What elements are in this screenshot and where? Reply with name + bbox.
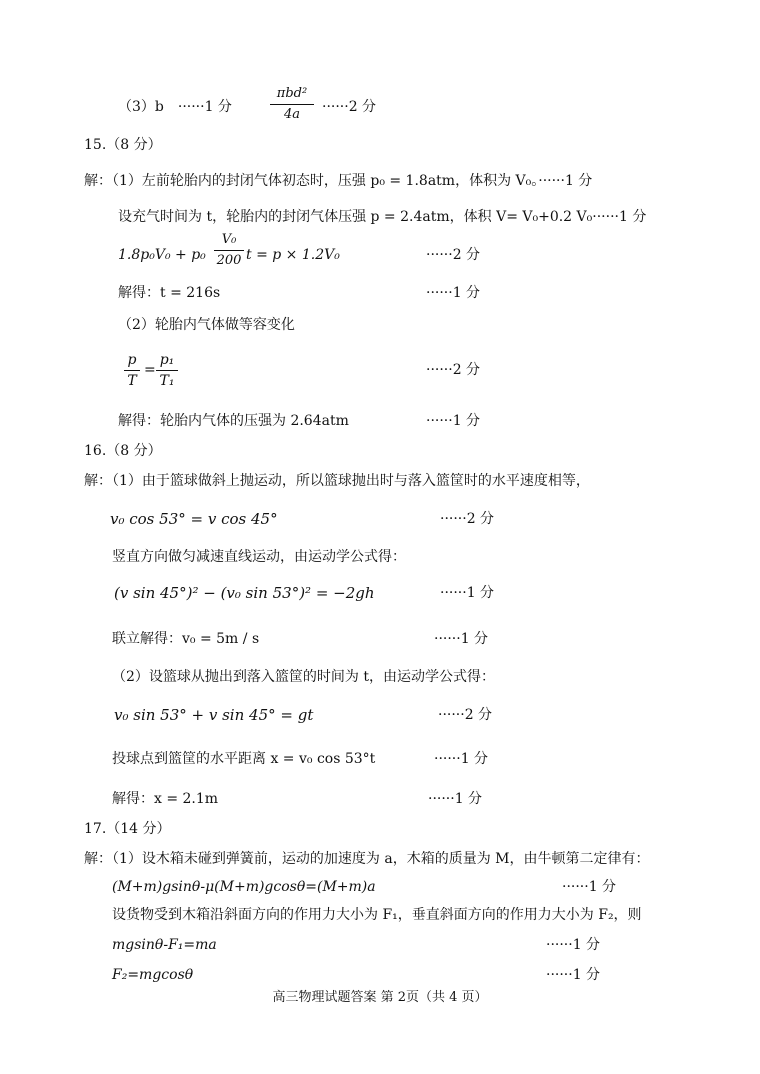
q17-line1: 解：（1）设木箱未碰到弹簧前，运动的加速度为 a，木箱的质量为 M，由牛顿第二定律有： (84, 851, 650, 867)
q15-eq1-right: t = p × 1.2V₀ (246, 247, 340, 263)
q16-line5: 投球点到篮筐的水平距离 x = v₀ cos 53°t (112, 751, 376, 767)
q16-line5-score: ······1 分 (434, 751, 489, 767)
q16-eq3: v₀ sin 53° + v sin 45° = gt (114, 706, 314, 724)
q16-eq2: (v sin 45°)² − (v₀ sin 53°)² = −2gh (114, 584, 375, 602)
q15-line3-score: ······1 分 (426, 285, 481, 301)
q15-line5: 解得：轮胎内气体的压强为 2.64atm (118, 413, 349, 429)
q16-line3-score: ······1 分 (434, 631, 489, 647)
q16-line4: （2）设篮球从抛出到落入篮筐的时间为 t，由运动学公式得： (112, 669, 495, 685)
q17-header: 17.（14 分） (84, 821, 171, 837)
page-footer: 高三物理试题答案 第 2页（共 4 页） (272, 990, 488, 1005)
q16-line2: 竖直方向做匀减速直线运动，由运动学公式得： (112, 549, 406, 565)
q15-eq1-fraction (214, 232, 244, 269)
q16-eq2-score: ······1 分 (440, 585, 495, 601)
q15-eq2-num2: p₁ (156, 352, 178, 371)
q16-line3: 联立解得：v₀ = 5m / s (112, 631, 260, 647)
q16-eq1-score: ······2 分 (440, 511, 495, 527)
q15-line4: （2）轮胎内气体做等容变化 (118, 317, 295, 333)
q15-eq1-left: 1.8p₀V₀ + p₀ (118, 247, 206, 263)
q16-line6-score: ······1 分 (428, 791, 483, 807)
q15-eq2-num1: p (124, 352, 140, 371)
q17-eq3-score: ······1 分 (546, 967, 601, 983)
part3-line: （3）b ······1 分 (118, 99, 232, 115)
q15-eq2-equals: = (144, 362, 156, 378)
q17-eq3: F₂=mgcosθ (112, 967, 194, 983)
q17-line2: 设货物受到木箱沿斜面方向的作用力大小为 F₁，垂直斜面方向的作用力大小为 F₂，则 (112, 907, 642, 923)
q15-eq1-den: 200 (216, 253, 242, 268)
q17-eq1: (M+m)gsinθ-μ(M+m)gcosθ=(M+m)a (112, 879, 376, 895)
q15-eq2-den2: T₁ (159, 373, 175, 389)
q15-eq1-score: ······2 分 (426, 247, 481, 263)
q15-header: 15.（8 分） (84, 137, 162, 153)
q15-line2: 设充气时间为 t，轮胎内的封闭气体压强 p = 2.4atm，体积 V= V₀+0.2 V₀······1 分 (118, 209, 647, 225)
part3-frac-den: 4a (283, 107, 301, 122)
q16-header: 16.（8 分） (84, 443, 162, 459)
q16-line1: 解：（1）由于篮球做斜上抛运动，所以篮球抛出时与落入篮筐时的水平速度相等， (84, 473, 590, 489)
q16-eq3-score: ······2 分 (438, 707, 493, 723)
q15-eq2-frac2 (156, 352, 178, 389)
q15-line3: 解得：t = 216s (118, 285, 221, 301)
q15-eq2-frac1 (124, 352, 140, 389)
q15-eq1-num: V₀ (214, 232, 244, 251)
q15-eq2-den1: T (127, 373, 137, 389)
q17-eq2: mgsinθ-F₁=ma (112, 937, 217, 953)
q16-eq1: v₀ cos 53° = v cos 45° (110, 510, 278, 528)
part3-fraction (270, 86, 314, 123)
part3-frac-num: πbd² (270, 86, 314, 105)
q15-line5-score: ······1 分 (426, 413, 481, 429)
part3-score: ······2 分 (322, 99, 377, 115)
q16-line6: 解得：x = 2.1m (112, 791, 219, 807)
q17-eq1-score: ······1 分 (562, 879, 617, 895)
q15-line1: 解：（1）左前轮胎内的封闭气体初态时，压强 p₀ = 1.8atm，体积为 V₀。······1 分 (84, 173, 593, 189)
q17-eq2-score: ······1 分 (546, 937, 601, 953)
q15-eq2-score: ······2 分 (426, 362, 481, 378)
